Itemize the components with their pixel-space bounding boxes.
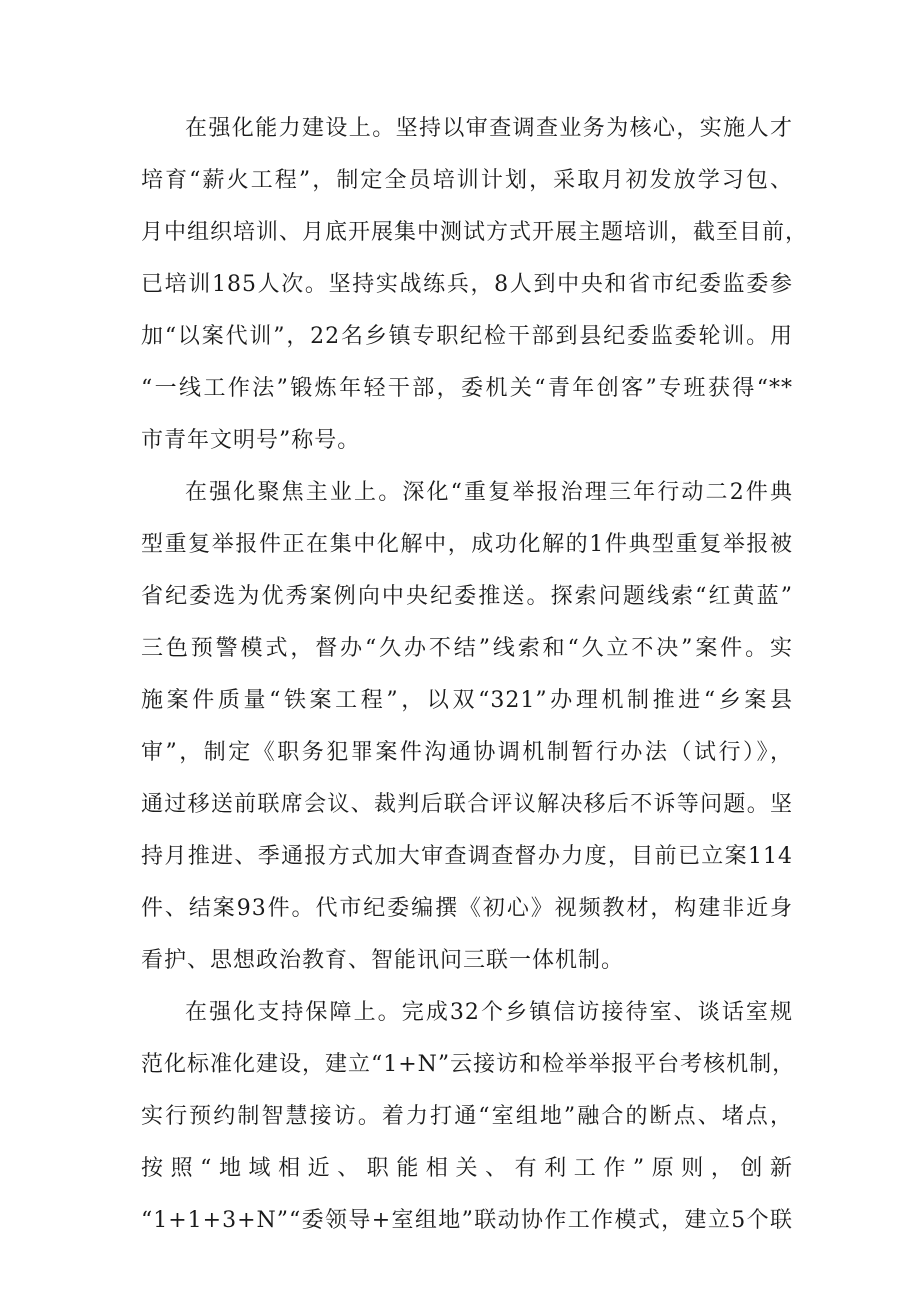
paragraph-2-line-1: 在强化聚焦主业上。深化“重复举报治理三年行动二2件典 xyxy=(185,480,793,505)
paragraph-2-line-10: 看护、思想政治教育、智能讯问三联一体机制。 xyxy=(141,948,625,973)
paragraph-1-line-3: 月中组织培训、月底开展集中测试方式开展主题培训，截至目前， xyxy=(141,220,809,245)
paragraph-2-line-5: 施案件质量“铁案工程”，以双“321”办理机制推进“乡案县 xyxy=(141,688,793,713)
paragraph-1-line-6: “一线工作法”锻炼年轻干部，委机关“青年创客”专班获得“** xyxy=(141,376,793,401)
paragraph-2-line-8: 持月推进、季通报方式加大审查调查督办力度，目前已立案114 xyxy=(141,844,793,869)
paragraph-3-line-2: 范化标准化建设，建立“1+N”云接访和检举举报平台考核机制， xyxy=(141,1052,796,1077)
paragraph-3-line-1: 在强化支持保障上。完成32个乡镇信访接待室、谈话室规 xyxy=(185,1000,793,1025)
paragraph-3-line-5: “1+1+3+N”“委领导+室组地”联动协作工作模式，建立5个联 xyxy=(141,1208,793,1233)
paragraph-1-line-2: 培育“薪火工程”，制定全员培训计划，采取月初发放学习包、 xyxy=(141,168,793,193)
paragraph-2-line-3: 省纪委选为优秀案例向中央纪委推送。探索问题线索“红黄蓝” xyxy=(141,584,793,609)
paragraph-3-line-4: 按照“地域相近、职能相关、有利工作”原则，创新 xyxy=(141,1156,793,1181)
paragraph-2-line-4: 三色预警模式，督办“久办不结”线索和“久立不决”案件。实 xyxy=(141,636,793,661)
paragraph-1-line-4: 已培训185人次。坚持实战练兵，8人到中央和省市纪委监委参 xyxy=(141,272,793,297)
paragraph-3-line-3: 实行预约制智慧接访。着力打通“室组地”融合的断点、堵点， xyxy=(141,1104,793,1129)
paragraph-2-line-7: 通过移送前联席会议、裁判后联合评议解决移后不诉等问题。坚 xyxy=(141,792,793,817)
paragraph-1-line-1: 在强化能力建设上。坚持以审查调查业务为核心，实施人才 xyxy=(185,116,793,141)
paragraph-2-line-2: 型重复举报件正在集中化解中，成功化解的1件典型重复举报被 xyxy=(141,532,793,557)
paragraph-2-line-9: 件、结案93件。代市纪委编撰《初心》视频教材，构建非近身 xyxy=(141,896,793,921)
paragraph-1-line-5: 加“以案代训”，22名乡镇专职纪检干部到县纪委监委轮训。用 xyxy=(141,324,793,349)
paragraph-2-line-6: 审”，制定《职务犯罪案件沟通协调机制暂行办法（试行）》， xyxy=(141,740,793,765)
paragraph-1-line-7: 市青年文明号”称号。 xyxy=(141,428,361,453)
